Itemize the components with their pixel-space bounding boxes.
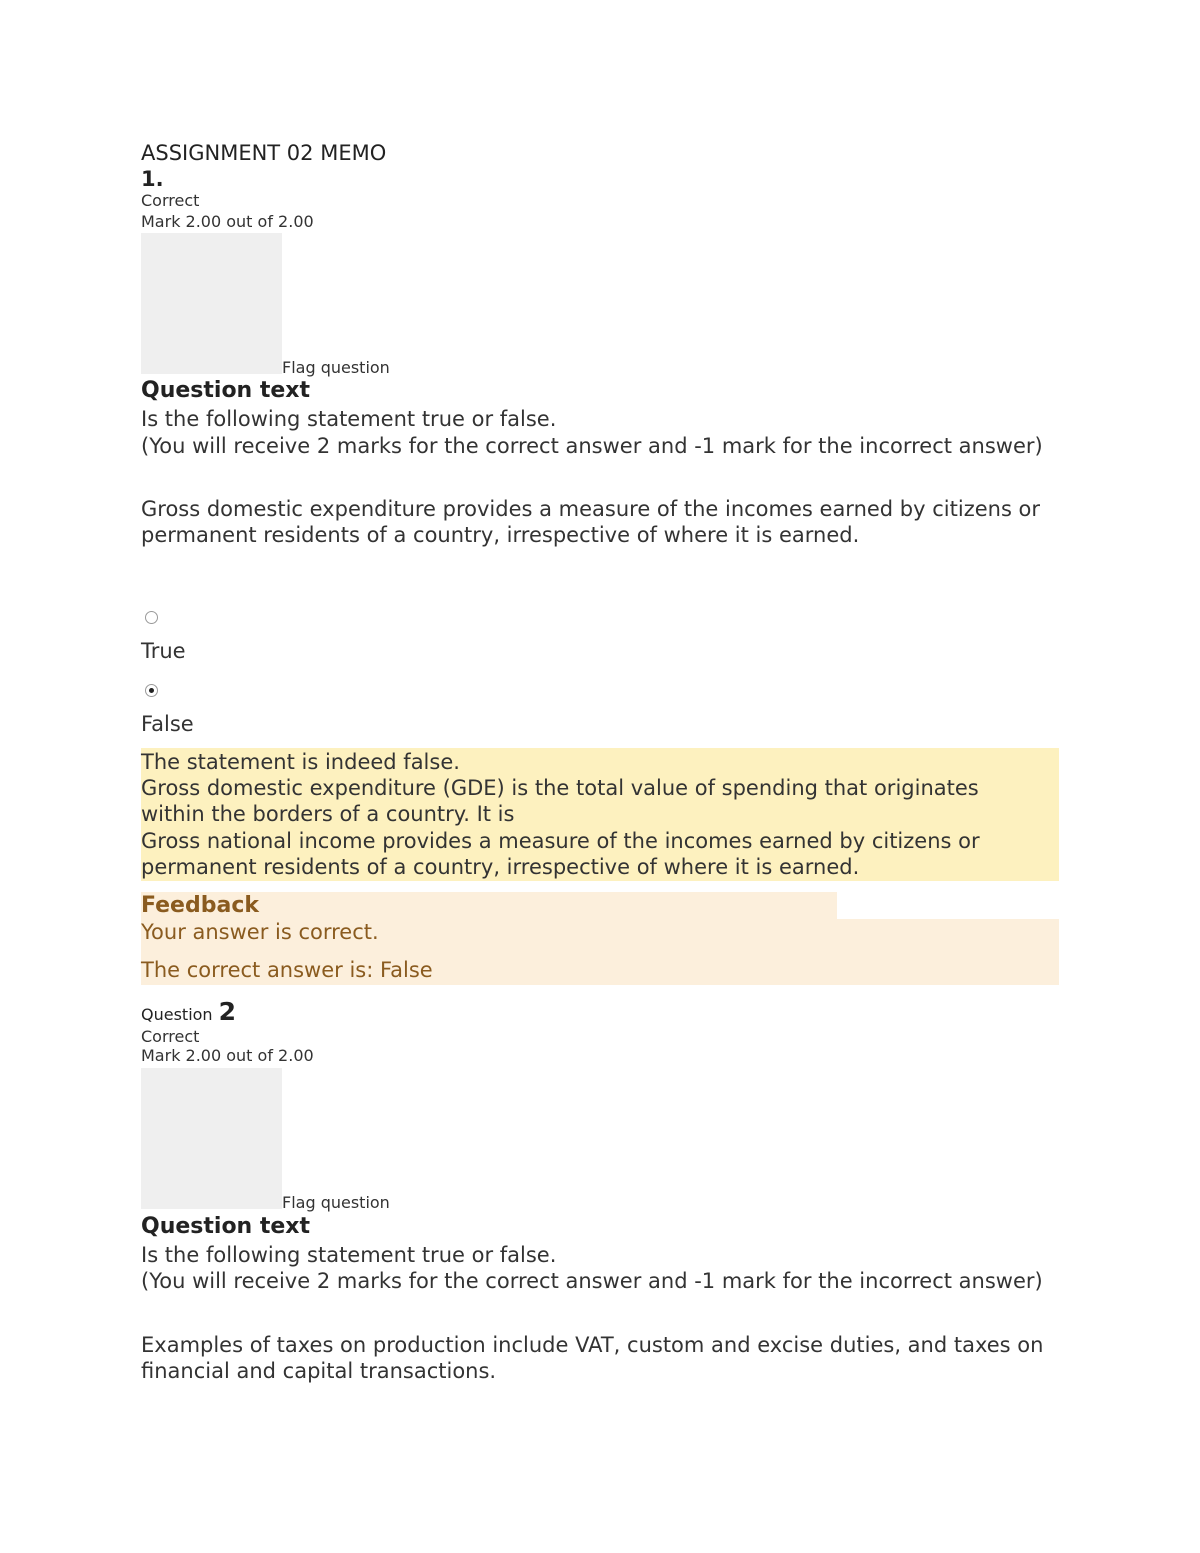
option-true-label[interactable]: True bbox=[141, 639, 186, 663]
question-2-statement: Examples of taxes on production include VAT, custom and excise duties, and taxes on financial and capital transactions. bbox=[141, 1333, 1044, 1383]
flag-question-link[interactable]: Flag question bbox=[282, 358, 390, 377]
question-2-mark: Mark 2.00 out of 2.00 bbox=[141, 1046, 314, 1065]
feedback-result: Your answer is correct. bbox=[141, 920, 379, 944]
flag-icon-placeholder[interactable] bbox=[141, 233, 282, 374]
question-2-number bbox=[141, 997, 236, 1026]
question-1-mark: Mark 2.00 out of 2.00 bbox=[141, 212, 314, 231]
option-false-label[interactable]: False bbox=[141, 712, 194, 736]
question-1-marks-note: (You will receive 2 marks for the correct answer and -1 mark for the incorrect answer) bbox=[141, 434, 1043, 458]
question-1-state: Correct bbox=[141, 191, 200, 210]
flag-icon-placeholder-2[interactable] bbox=[141, 1068, 282, 1209]
question-1-number: 1. bbox=[141, 167, 164, 191]
feedback-correct-answer: The correct answer is: False bbox=[141, 958, 433, 982]
question-word: Question bbox=[141, 1005, 213, 1024]
feedback-heading: Feedback bbox=[141, 893, 259, 918]
question-1-statement: Gross domestic expenditure provides a measure of the incomes earned by citizens or permanent residents of a country, irrespective of where it is earned. bbox=[141, 497, 1041, 547]
explanation-line-3: Gross national income provides a measure of the incomes earned by citizens or permanent residents of a country, irrespective of where it is earned. bbox=[141, 829, 980, 879]
explanation-box bbox=[141, 748, 1059, 881]
question-2-prompt: Is the following statement true or false. bbox=[141, 1243, 557, 1267]
flag-question-link-2[interactable]: Flag question bbox=[282, 1193, 390, 1212]
question-text-heading: Question text bbox=[141, 378, 311, 403]
explanation-line-2: Gross domestic expenditure (GDE) is the total value of spending that originates within the borders of a country. It is bbox=[141, 776, 979, 826]
explanation-line-1: The statement is indeed false. bbox=[141, 750, 460, 774]
question-1-prompt: Is the following statement true or false. bbox=[141, 407, 557, 431]
radio-false[interactable] bbox=[145, 684, 158, 697]
question-text-heading-2: Question text bbox=[141, 1214, 311, 1239]
question-2-no: 2 bbox=[218, 997, 236, 1026]
question-2-marks-note: (You will receive 2 marks for the correct answer and -1 mark for the incorrect answer) bbox=[141, 1269, 1043, 1293]
question-2-state: Correct bbox=[141, 1027, 200, 1046]
document-title: ASSIGNMENT 02 MEMO bbox=[141, 141, 387, 165]
radio-true[interactable] bbox=[145, 611, 158, 624]
